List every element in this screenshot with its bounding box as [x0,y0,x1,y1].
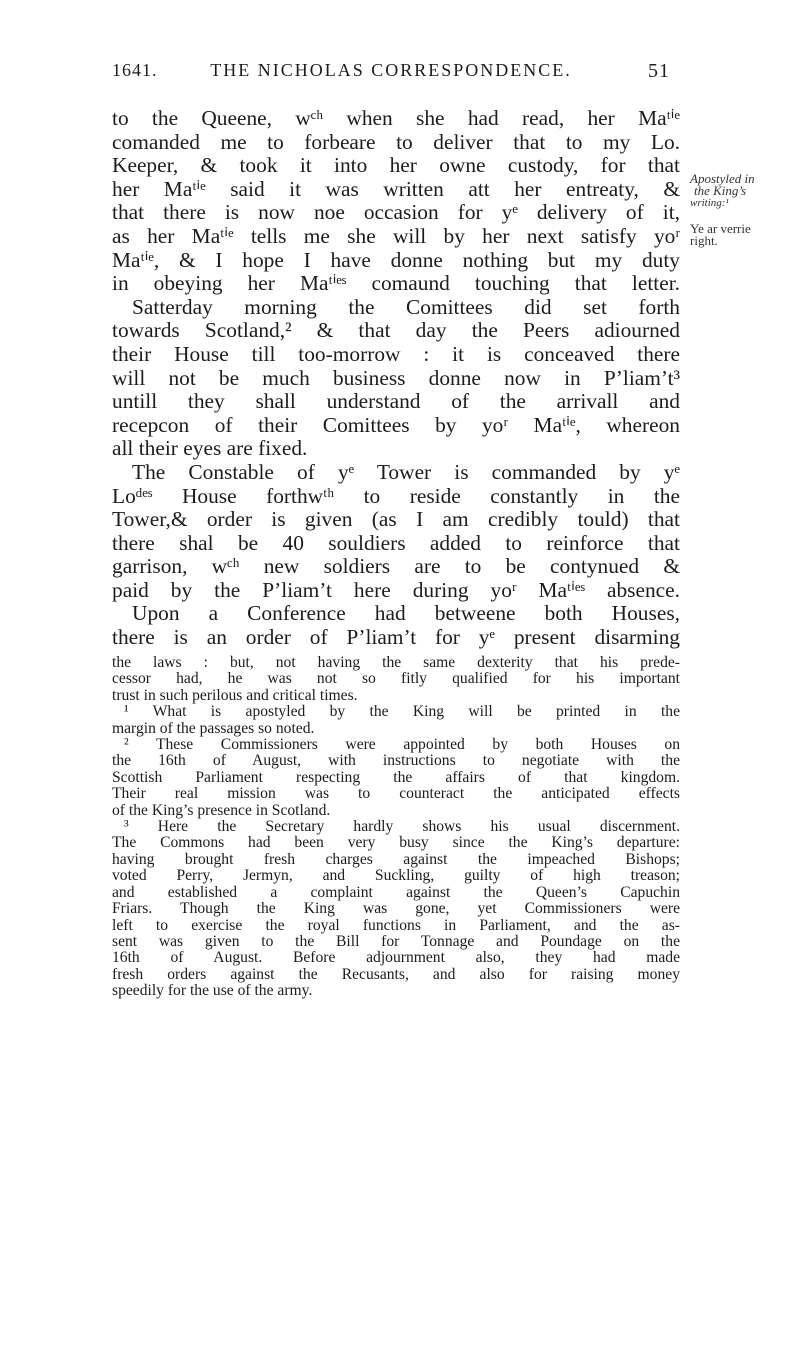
margin-note-verrie-right [690,223,800,247]
body-line: garrison, wᶜʰ new soldiers are to be contynued & [112,554,680,579]
margin-note-line: the King’s [694,183,747,198]
footnote-line: cessor had, he was not so fitly qualified for his important [112,670,680,688]
body-line: will not be much business donne now in P’liam’t³ [112,365,680,390]
margin-note-line: right. [690,233,718,248]
footnote-line: of the King’s presence in Scotland. [112,801,331,819]
body-line: that there is now noe occasion for yᵉ delivery of it, [112,200,680,225]
body-line: in obeying her Maᵗⁱᵉˢ comaund touching that letter. [112,271,680,296]
footnote-line: The Commons had been very busy since the King’s departure: [112,834,680,852]
header-title: THE NICHOLAS CORRESPONDENCE. [210,60,572,80]
body-line: their House till too-morrow : it is conceaved there [112,341,680,366]
footnote-line: Scottish Parliament respecting the affairs of that kingdom. [112,768,680,786]
body-line: all their eyes are fixed. [112,436,308,461]
footnote-line: trust in such perilous and critical times. [112,686,358,704]
footnote-line: margin of the passages so noted. [112,719,315,737]
body-line: Keeper, & took it into her owne custody, for that [112,153,680,178]
footnote-line: left to exercise the royal functions in Parliament, and the as- [112,916,680,934]
body-line: there shal be 40 souldiers added to reinforce that [112,530,680,555]
footnote-line: fresh orders against the Recusants, and also for raising money [112,965,680,983]
body-line: her Maᵗⁱᵉ said it was written att her entreaty, & [112,176,680,201]
body-line: there is an order of P’liam’t for yᵉ present disarming [112,625,680,650]
body-line: Upon a Conference had betweene both Houses, [132,601,680,626]
footnote-line: ¹ What is apostyled by the King will be printed in the [124,703,680,721]
letter-body [112,107,680,650]
margin-note-line: writing:¹ [690,197,729,209]
body-line: Tower,& order is given (as I am credibly tould) that [112,507,680,532]
margin-note-line: Apostyled in [690,171,755,186]
footnote-line: speedily for the use of the army. [112,982,313,1000]
body-line: paid by the P’liam’t here during yoʳ Maᵗⁱᵉˢ absence. [112,577,680,602]
footnote-line: sent was given to the Bill for Tonnage and Poundage on the [112,932,680,950]
footnote-line: voted Perry, Jermyn, and Suckling, guilty of high treason; [112,867,680,885]
header-year: 1641. [112,60,158,80]
body-line: recepcon of their Comittees by yoʳ Maᵗⁱᵉ, whereon [112,412,680,437]
body-line: to the Queene, wᶜʰ when she had read, her Maᵗⁱᵉ [112,106,680,130]
body-line: The Constable of yᵉ Tower is commanded by yᵉ [132,459,680,484]
footnote-line: ³ Here the Secretary hardly shows his usual discernment. [124,818,680,836]
body-line: as her Maᵗⁱᵉ tells me she will by her next satisfy yoʳ [112,223,680,248]
body-line: comanded me to forbeare to deliver that to my Lo. [112,129,680,154]
footnote-line: ² These Commissioners were appointed by both Houses on [124,736,680,754]
footnotes [112,655,680,1000]
body-line: untill they shall understand of the arrivall and [112,389,680,414]
margin-note-line: Ye ar verrie [690,221,751,236]
footnote-line: Their real mission was to counteract the anticipated effects [112,785,680,803]
body-line: Loᵈᵉˢ House forthwᵗʰ to reside constantly in the [112,483,680,508]
body-line: Satterday morning the Comittees did set forth [132,294,680,319]
footnote-line: Friars. Though the King was gone, yet Commissioners were [112,900,680,918]
body-line: Maᵗⁱᵉ, & I hope I have donne nothing but my duty [112,247,680,272]
footnote-line: the laws : but, not having the same dexterity that his prede- [112,654,680,671]
footnote-line: having brought fresh charges against the impeached Bishops; [112,850,680,868]
footnote-line: and established a complaint against the Queen’s Capuchin [112,883,680,901]
page-number: 51 [648,60,670,82]
body-line: towards Scotland,² & that day the Peers adiourned [112,318,680,343]
margin-note-apostyled [690,173,800,209]
footnote-line: the 16th of August, with instructions to negotiate with the [112,752,680,770]
footnote-line: 16th of August. Before adjournment also, they had made [112,949,680,967]
